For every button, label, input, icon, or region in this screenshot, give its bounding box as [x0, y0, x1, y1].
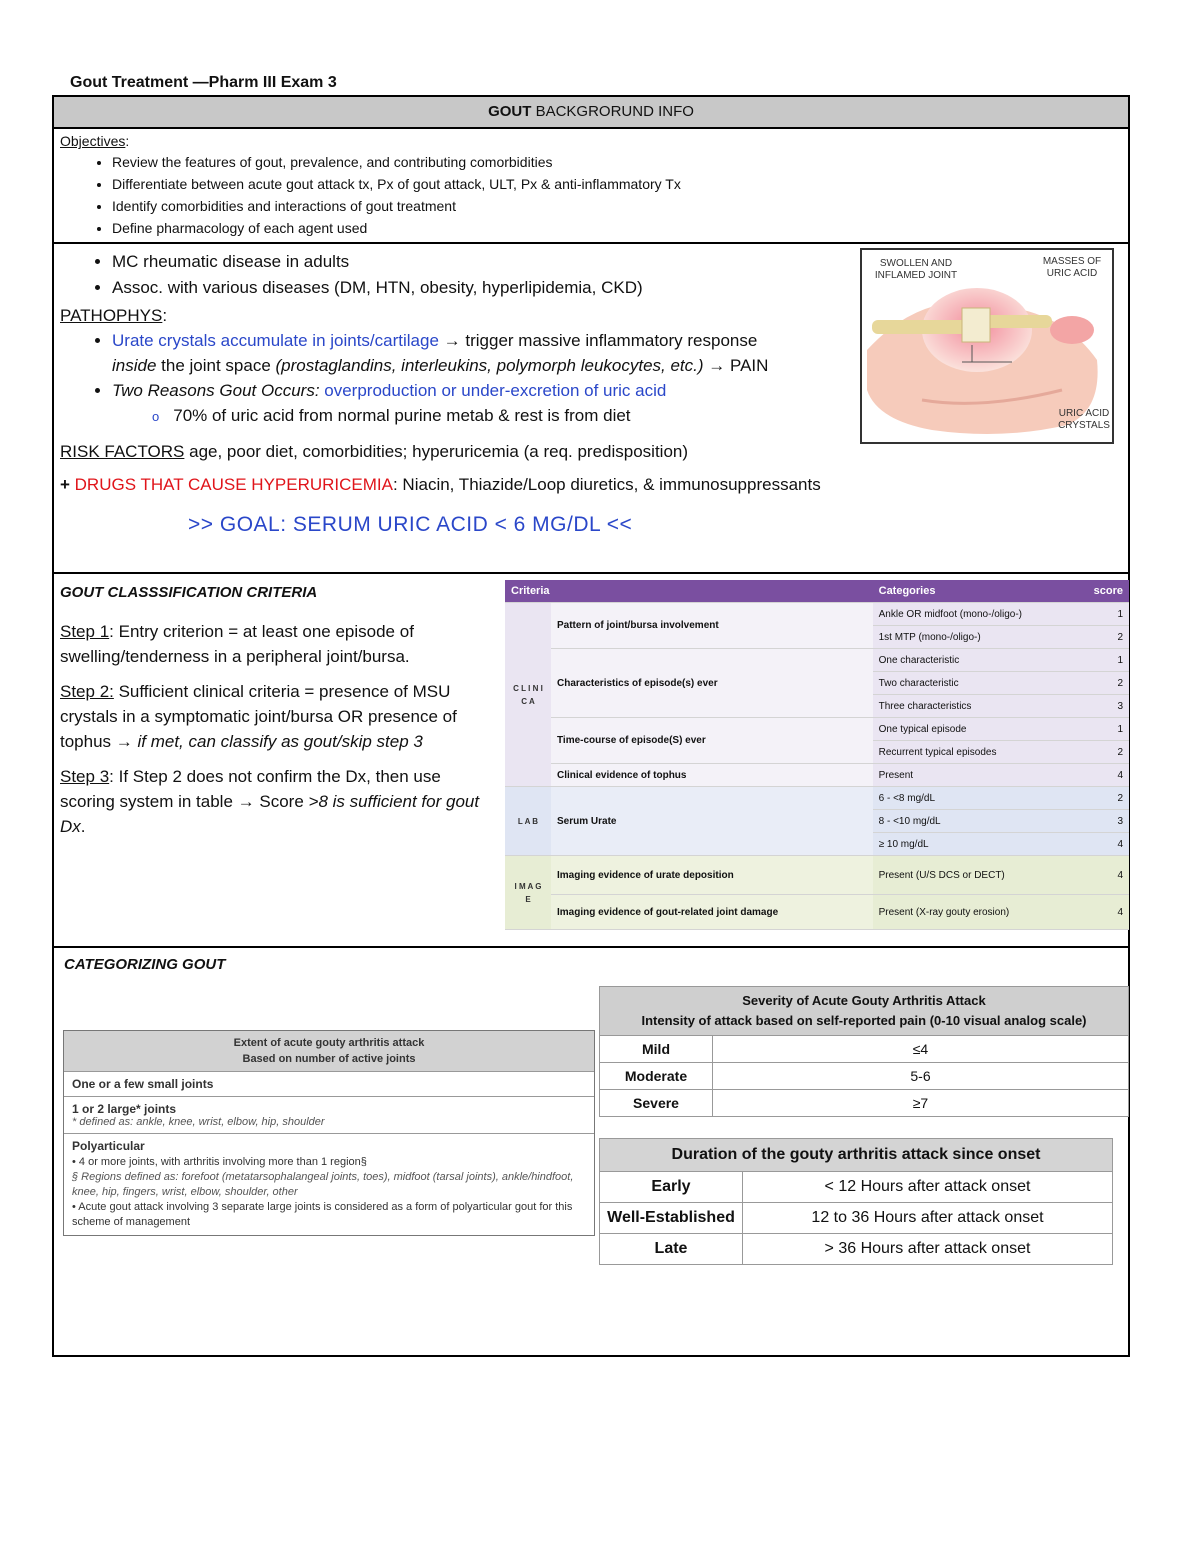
score-cell: 4	[1087, 833, 1129, 856]
duration-label: Early	[600, 1172, 743, 1203]
header-score: score	[1087, 580, 1129, 603]
classification-title: GOUT CLASSSIFICATION CRITERIA	[60, 584, 318, 601]
score-cell: 4	[1087, 764, 1129, 787]
document-title: Gout Treatment —Pharm III Exam 3	[70, 74, 337, 91]
duration-value: < 12 Hours after attack onset	[743, 1172, 1113, 1203]
header-criteria: Criteria	[505, 580, 873, 603]
score-cell: 2	[1087, 741, 1129, 764]
criteria-cell: Time-course of episode(S) ever	[551, 718, 873, 764]
category-cell: Present (U/S DCS or DECT)	[873, 856, 1087, 895]
table-row: Polyarticular • 4 or more joints, with arthritis involving more than 1 region§ § Regions defined as: forefoot (metatarsophalangeal joints, toes), midfoot (tarsal joints), ankle/hindfoot, knee, hip, fingers, wrist, elbow, shoulder, other • Acute gout attack involving 3 separate large joints is considered as a form of polyarticular gout for this scheme of management	[72, 1139, 574, 1228]
category-cell: Recurrent typical episodes	[873, 741, 1087, 764]
background-block	[60, 249, 850, 537]
table-row	[600, 1063, 1129, 1090]
list-item: • MC rheumatic disease in adults	[112, 249, 850, 275]
divider	[52, 242, 1130, 244]
criteria-cell: Characteristics of episode(s) ever	[551, 649, 873, 718]
severity-value: ≤4	[713, 1036, 1129, 1063]
category-cell: 6 - <8 mg/dL	[873, 787, 1087, 810]
category-cell: Present	[873, 764, 1087, 787]
goal-line: >> GOAL: SERUM URIC ACID < 6 MG/DL <<	[188, 513, 633, 536]
score-cell: 1	[1087, 649, 1129, 672]
category-cell: Three characteristics	[873, 695, 1087, 718]
list-item: • Differentiate between acute gout attack tx, Px of gout attack, ULT, Px & anti-inflammatory Tx	[112, 173, 1120, 195]
table-row: One or a few small joints	[64, 1072, 594, 1097]
table-row	[505, 764, 1129, 787]
criteria-cell: Imaging evidence of gout-related joint damage	[551, 895, 873, 930]
criteria-cell: Serum Urate	[551, 787, 873, 856]
step3: Step 3: If Step 2 does not confirm the Dx, then use scoring system in table → Score >8 is sufficient for gout Dx.	[60, 767, 480, 836]
duration-label: Late	[600, 1234, 743, 1265]
duration-table	[599, 1138, 1113, 1265]
table-header-row	[505, 580, 1129, 603]
criteria-cell: Clinical evidence of tophus	[551, 764, 873, 787]
table-row	[505, 856, 1129, 895]
score-cell: 1	[1087, 603, 1129, 626]
score-cell: 2	[1087, 626, 1129, 649]
severity-label: Mild	[600, 1036, 713, 1063]
section-header	[54, 97, 1128, 129]
divider	[52, 572, 1130, 574]
duration-header: Duration of the gouty arthritis attack since onset	[600, 1139, 1113, 1172]
criteria-table	[505, 580, 1129, 930]
category-cell: 8 - <10 mg/dL	[873, 810, 1087, 833]
table-row	[505, 718, 1129, 741]
table-row	[600, 1090, 1129, 1117]
category-cell: 1st MTP (mono-/oligo-)	[873, 626, 1087, 649]
score-cell: 4	[1087, 856, 1129, 895]
list-item: • Review the features of gout, prevalence, and contributing comorbidities	[112, 151, 1120, 173]
criteria-cell: Pattern of joint/bursa involvement	[551, 603, 873, 649]
header-categories: Categories	[873, 580, 1087, 603]
table-row	[600, 1036, 1129, 1063]
table-row	[600, 1172, 1113, 1203]
duration-value: > 36 Hours after attack onset	[743, 1234, 1113, 1265]
score-cell: 2	[1087, 787, 1129, 810]
category-cell: Two characteristic	[873, 672, 1087, 695]
step1: Step 1: Entry criterion = at least one episode of swelling/tenderness in a peripheral joint/bursa.	[60, 622, 414, 666]
classification-block	[60, 580, 490, 839]
category-cell: Present (X-ray gouty erosion)	[873, 895, 1087, 930]
table-header-row	[600, 987, 1129, 1036]
side-label-clinical: C L I N I C A	[505, 603, 551, 787]
severity-table	[599, 986, 1129, 1117]
gout-joint-illustration	[860, 248, 1114, 444]
drugs-hyperuricemia: + DRUGS THAT CAUSE HYPERURICEMIA: Niacin, Thiazide/Loop diuretics, & immunosuppressants	[60, 475, 821, 494]
duration-value: 12 to 36 Hours after attack onset	[743, 1203, 1113, 1234]
criteria-cell: Imaging evidence of urate deposition	[551, 856, 873, 895]
score-cell: 3	[1087, 810, 1129, 833]
category-cell: One typical episode	[873, 718, 1087, 741]
extent-header: Extent of acute gouty arthritis attack Based on number of active joints	[64, 1031, 594, 1072]
divider	[52, 946, 1130, 948]
objectives-list	[60, 151, 1120, 239]
list-item: • Define pharmacology of each agent used	[112, 217, 1120, 239]
pathophys-list	[60, 328, 850, 429]
severity-value: ≥7	[713, 1090, 1129, 1117]
table-row	[505, 787, 1129, 810]
table-header-row	[600, 1139, 1113, 1172]
side-label-lab: L A B	[505, 787, 551, 856]
category-cell: One characteristic	[873, 649, 1087, 672]
objectives-label: Objectives:	[60, 133, 130, 149]
extent-table	[63, 1030, 595, 1236]
list-item: • Assoc. with various diseases (DM, HTN, obesity, hyperlipidemia, CKD)	[112, 275, 850, 301]
table-row	[505, 649, 1129, 672]
section-header-rest: BACKGRORUND INFO	[531, 103, 694, 120]
section-header-bold: GOUT	[488, 103, 532, 120]
label-masses: MASSES OF URIC ACID	[1042, 256, 1102, 279]
score-cell: 4	[1087, 895, 1129, 930]
category-cell: ≥ 10 mg/dL	[873, 833, 1087, 856]
score-cell: 2	[1087, 672, 1129, 695]
objectives-block	[60, 133, 1120, 239]
list-item: • Identify comorbidities and interactions of gout treatment	[112, 195, 1120, 217]
list-item: • Urate crystals accumulate in joints/cartilage → trigger massive inflammatory response inside the joint space (prostaglandins, interleukins, polymorph leukocytes, etc.) → PAIN	[112, 328, 850, 378]
step2: Step 2: Sufficient clinical criteria = presence of MSU crystals in a symptomatic joint/bursa OR presence of tophus → if met, can classify as gout/skip step 3	[60, 682, 457, 751]
severity-label: Moderate	[600, 1063, 713, 1090]
table-row	[505, 603, 1129, 626]
category-cell: Ankle OR midfoot (mono-/oligo-)	[873, 603, 1087, 626]
table-row	[505, 895, 1129, 930]
list-item: • Two Reasons Gout Occurs: overproduction or under-excretion of uric acid o 70% of uric acid from normal purine metab & rest is from diet	[112, 378, 850, 429]
table-row	[600, 1234, 1113, 1265]
label-swollen: SWOLLEN AND INFLAMED JOINT	[874, 258, 958, 281]
table-row	[600, 1203, 1113, 1234]
severity-label: Severe	[600, 1090, 713, 1117]
severity-value: 5-6	[713, 1063, 1129, 1090]
side-label-image: I M A G E	[505, 856, 551, 930]
table-row: 1 or 2 large* joints * defined as: ankle, knee, wrist, elbow, hip, shoulder	[64, 1097, 594, 1134]
severity-header: Severity of Acute Gouty Arthritis Attack Intensity of attack based on self-reported pain (0-10 visual analog scale)	[600, 987, 1129, 1036]
background-list	[60, 249, 850, 301]
categorizing-title: CATEGORIZING GOUT	[64, 956, 226, 973]
score-cell: 3	[1087, 695, 1129, 718]
score-cell: 1	[1087, 718, 1129, 741]
label-crystals: URIC ACID CRYSTALS	[1058, 408, 1110, 431]
risk-factors: RISK FACTORS age, poor diet, comorbidities; hyperuricemia (a req. predisposition)	[60, 442, 689, 461]
duration-label: Well-Established	[600, 1203, 743, 1234]
pathophys-label: PATHOPHYS:	[60, 306, 168, 325]
